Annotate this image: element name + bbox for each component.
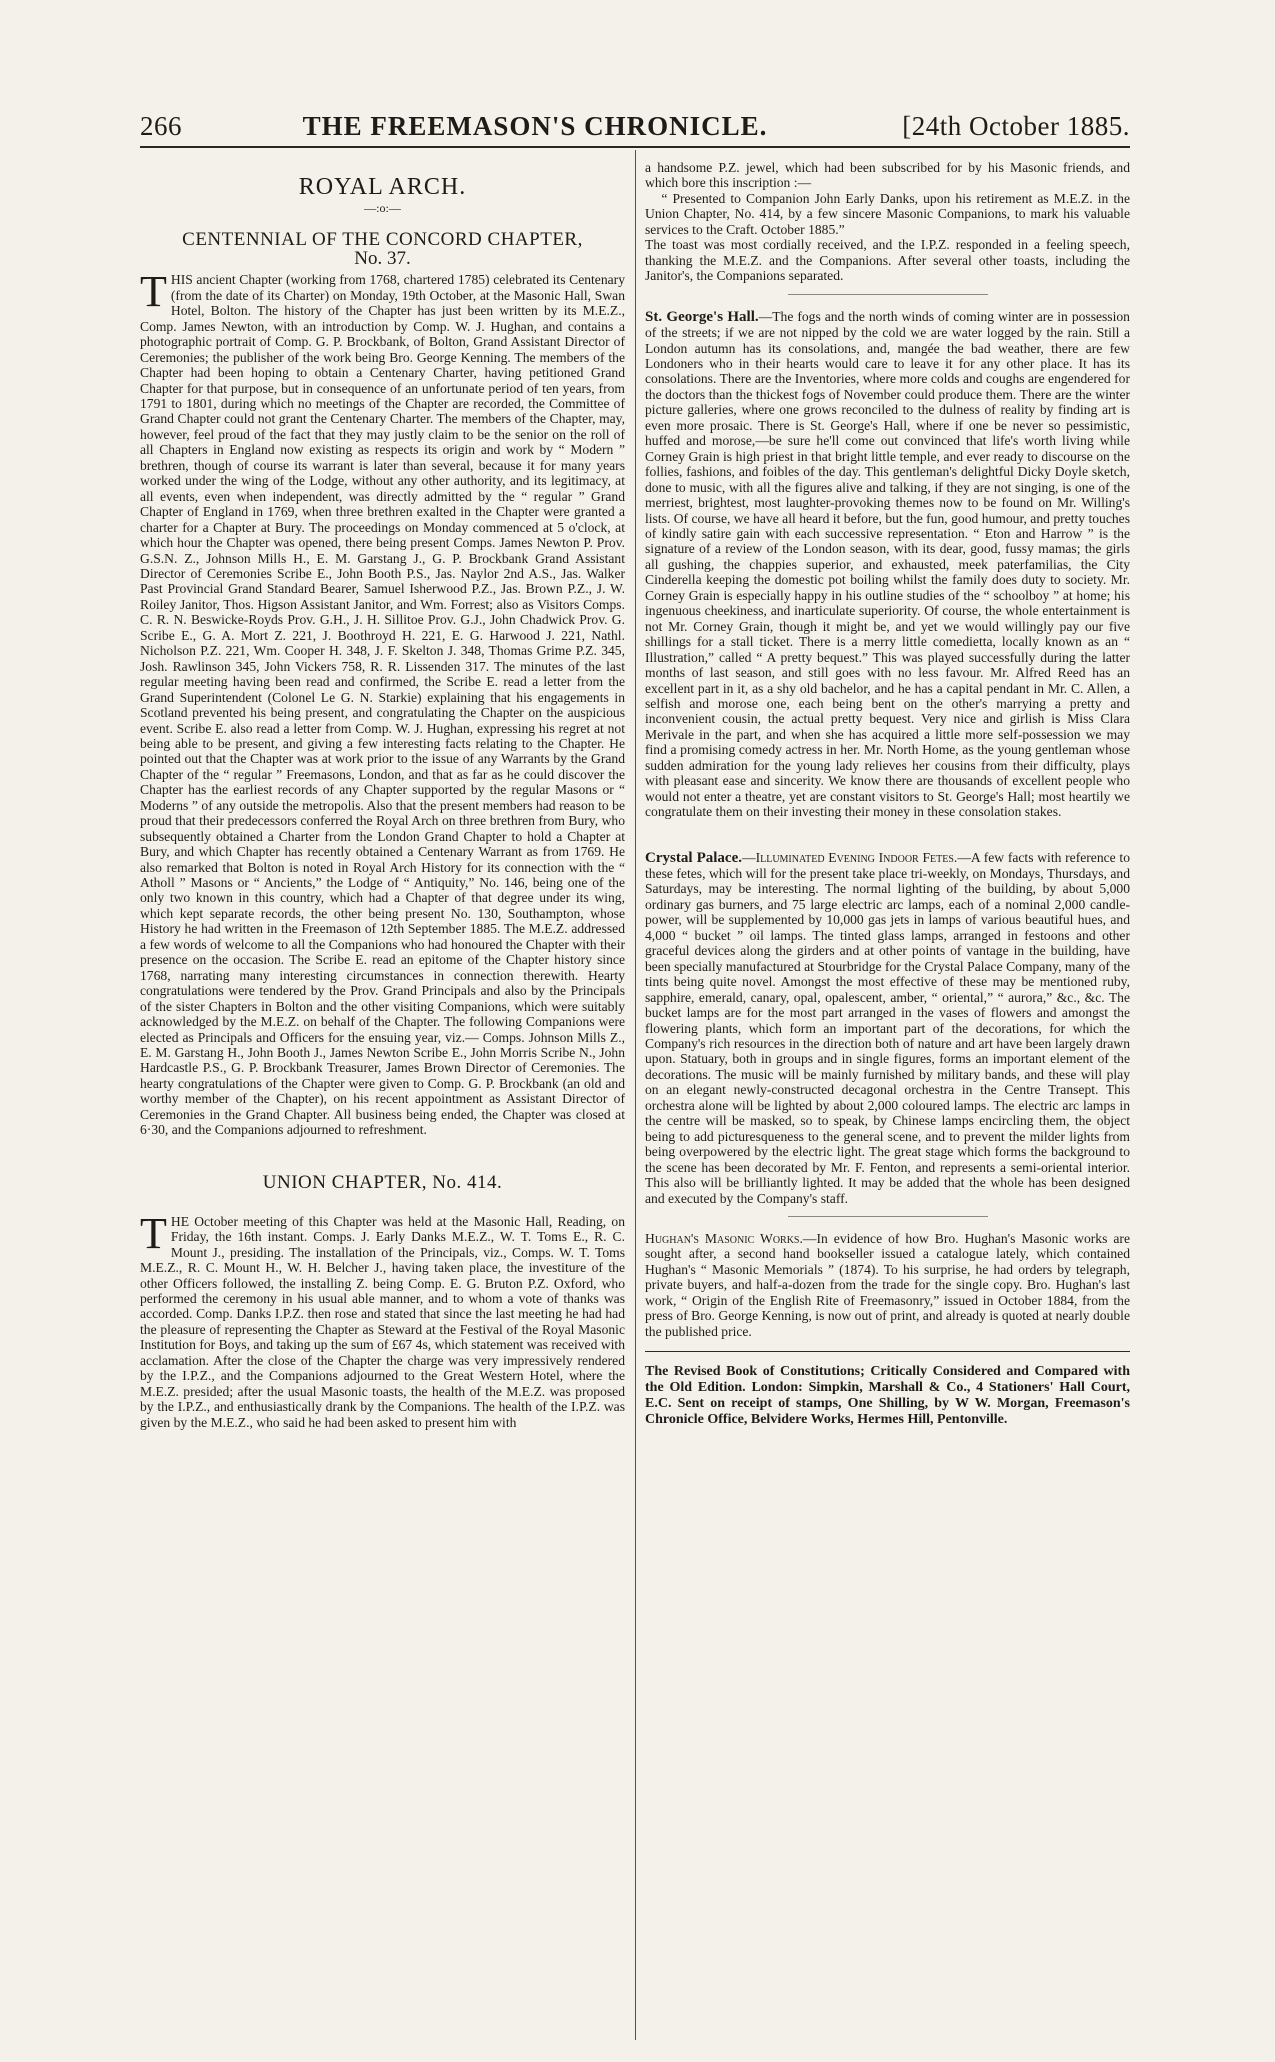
jewel-inscription: “ Presented to Companion John Early Danks, upon his retirement as M.E.Z. in the Union Chapter, No. 414, by a few sincere Masonic Companions, to mark his valuable services to the Craft. October 1885.” bbox=[645, 190, 1130, 237]
right-column bbox=[645, 160, 1130, 1428]
section-separator: —:o:— bbox=[364, 201, 401, 216]
article-text-concord: HIS ancient Chapter (working from 1768, chartered 1785) celebrated its Centenary (from the date of its Charter) on Monday, 19th October, at the Masonic Hall, Swan Hotel, Bolton. The history of the Chapter has just been written by its M.E.Z., Comp. James Newton, with an introduction by Comp. W. J. Hughan, and contains a photographic portrait of Comp. G. P. Brockbank, of Bolton, Grand Assistant Director of Ceremonies; the publisher of the work being Bro. George Kenning. The members of the Chapter had been hoping to obtain a Centenary Charter, having petitioned Grand Chapter for that purpose, but in consequence of an unfortunate period of ten years, from 1791 to 1801, during which no meetings of the Chapter are recorded, the Committee of Grand Chapter could not grant the Centenary Charter. The members of the Chapter, may, however, feel proud of the fact that they may justly claim to be the senior on the roll of all Chapters in England now existing as respects its origin and work by “ Modern ” brethren, though of course its warrant is later than several, because it for many years worked under the wing of the Lodge, without any other authority, and its legitimacy, at all events, even when independent, was directly admitted by the “ regular ” Grand Chapter of England in 1769, when three brethren exalted in the Chapter were granted a charter for a Chapter at Bury. The proceedings on Monday commenced at 5 o'clock, at which hour the Chapter was opened, there being present Comps. James Newton P. Prov. G.S.N. Z., Johnson Mills H., E. M. Garstang J., G. P. Brockbank Grand Assistant Director of Ceremonies Scribe E., John Booth P.S., Jas. Naylor 2nd A.S., Jas. Walker Past Provincial Grand Standard Bearer, Samuel Isherwood P.Z., Jas. Brown P.Z., J. W. Roiley Janitor, Thos. Higson Assistant Janitor, and Wm. Forrest; also as Visitors Comps. C. R. N. Beswicke-Royds Prov. G.H., J. H. Sillitoe Prov. G.J., John Chadwick Prov. G. Scribe E., G. A. Mort Z. 221, J. Boothroyd H. 221, E. G. Harwood J. 221, Nathl. Nicholson P.Z. 221, Wm. Cooper H. 348, J. F. Skelton J. 348, Thomas Grime P.Z. 345, Josh. Rawlinson 345, John Vickers 758, R. R. Lissenden 317. The minutes of the last regular meeting having been read and confirmed, the Scribe E. read a letter from the Grand Superintendent (Colonel Le G. N. Starkie) explaining that his engagements in Scotland prevented his being present, and congratulating the Chapter on the auspicious event. Scribe E. also read a letter from Comp. W. J. Hughan, expressing his regret at not being able to be present, and giving a few interesting facts relating to the Chapter. He pointed out that the Chapter was at work prior to the issue of any Warrants by the Grand Chapter of the “ regular ” Freemasons, London, and that as far as he could discover the Chapter has the earliest records of any Chapter supported by the regular Masons or “ Moderns ” of any outside the metropolis. Also that the present members had reason to be proud that their predecessors conferred the Royal Arch on three brethren from Bury, who subsequently obtained a Charter from the London Grand Chapter to hold a Chapter at Bury, and which Chapter has recently obtained a Centenary Warrant as from 1769. He also remarked that Bolton is noted in Royal Arch History for its connection with the “ Atholl ” Masons or “ Ancients,” the Lodge of “ Antiquity,” No. 146, being one of the only two known in this country, which had a Chapter of that degree under its wing, which kept separate records, the other being present No. 130, Southampton, whose History he had written in the Freemason of 12th September 1885. The M.E.Z. addressed a few words of welcome to all the Companions who had honoured the Chapter with their presence on the occasion. The Scribe E. read an epitome of the Chapter history since 1768, narrating many interesting circumstances in connection therewith. Hearty congratulations were tendered by the Prov. Grand Principals and also by the Principals of the sister Chapters in Bolton and the other visiting Companions, which were suitably acknowledged by the M.E.Z. on behalf of the Chapter. The following Companions were elected as Principals and Officers for the ensuing year, viz.— Comps. Johnson Mills Z., E. M. Garstang H., John Booth J., James Newton Scribe E., John Morris Scribe N., John Hardcastle P.S., G. P. Brockbank Treasurer, James Brown Director of Ceremonies. The hearty congratulations of the Chapter were given to Comp. G. P. Brockbank (an old and worthy member of the Chapter), on his recent appointment as Assistant Director of Ceremonies in the Grand Chapter. All business being ended, the Chapter was closed at 6·30, and the Companions adjourned to refreshment. bbox=[140, 272, 625, 1138]
st-georges-hall-article bbox=[645, 309, 1130, 820]
st-georges-hall-text: —The fogs and the north winds of coming winter are in possession of the streets; if we are not nipped by the cold we are water logged by the rain. Still a London autumn has its consolations, and, mangée the bad weather, there are few Londoners who in their hearts would care to leave it for any other place. It has its consolations. There are the Inventories, where more colds and coughs are engendered for the doctors than the thickest fogs of November could produce them. There are the winter picture galleries, where one grows reconciled to the dulness of reality by finding art is even more prosaic. There is St. George's Hall, where if one be never so pessimistic, huffed and morose,—be sure he'll come out convinced that life's worth living while Corney Grain is high priest in that bright little temple, and ever ready to discourse on the follies, fashions, and foibles of the day. This gentleman's delightful Dicky Doyle sketch, done to music, with all the figures alive and talking, if they are not singing, is one of the merriest, brightest, most laughter-provoking themes now to be found on Mr. Willing's lists. Of course, we have all heard it before, but the fun, good humour, and pretty touches of kindly satire gain with each successive representation. “ Eton and Harrow ” is the signature of a review of the London season, with its dear, good, fussy mamas; the girls all gushing, the chappies superior, and exhausted, meek paterfamilias, the City Cinderella keeping the domestic pot boiling whilst the family does duty to society. Mr. Corney Grain is especially happy in his outline studies of the “ schoolboy ” at home; his ingenuous cheekiness, and inarticulate superiority. Of course, the whole entertainment is not Mr. Corney Grain, though it might be, and yet we would willingly pay our five shillings for a stall ticket. There is a merry little comedietta, locally known as an “ Illustration,” called “ A pretty bequest.” This was played successfully during the latter months of last season, and still goes with no less favour. Mr. Alfred Reed has an excellent part in it, as a shy old bachelor, and he has a capital pendant in Mr. C. Allen, a selfish and morose one, each being bent on the other's marrying a pretty and inconvenient cousin, the actual pretty bequest. Very nice and girlish is Miss Clara Merivale in the part, and when she has acquired a little more self-possession we may find a promising comedy actress in her. Mr. North Home, as the young gentleman whose sudden admiration for the young lady relieves her cousins from their difficulty, plays with pleasant ease and sincerity. We know there are thousands of excellent people who would not enter a theatre, yet are constant visitors to St. George's Hall; most heartily we congratulate them on their investing their money in these consolation stakes. bbox=[645, 308, 1130, 820]
hughan-heading: Hughan's Masonic Works. bbox=[645, 1231, 803, 1246]
article-title-union: UNION CHAPTER, No. 414. bbox=[262, 1171, 503, 1193]
section-rule bbox=[788, 294, 988, 295]
left-column bbox=[140, 160, 625, 1430]
dropcap: T bbox=[140, 1208, 167, 1258]
issue-date: [24th October 1885. bbox=[902, 111, 1130, 141]
hughan-article bbox=[645, 1231, 1130, 1339]
hughan-text: —In evidence of how Bro. Hughan's Masonic works are sought after, a second hand bookseller issued a catalogue lately, which contained Hughan's “ Masonic Memorials ” (1874). To his surprise, he had orders by telegraph, private buyers, and half-a-dozen from the trade for the single copy. Bro. Hughan's last work, “ Origin of the English Rite of Freemasonry,” issued in October 1884, from the press of Bro. George Kenning, is now out of print, and already is quoted at nearly double the published price. bbox=[645, 1231, 1130, 1339]
section-title: ROYAL ARCH. bbox=[298, 174, 467, 200]
crystal-palace-subheading: —Illuminated Evening Indoor Fetes. bbox=[741, 849, 958, 865]
page-number: 266 bbox=[140, 111, 182, 141]
publication-title: THE FREEMASON'S CHRONICLE. bbox=[302, 111, 768, 141]
constitutions-notice: The Revised Book of Constitutions; Critically Considered and Compared with the Old Edition. London: Simpkin, Marshall & Co., 4 Stationers' Hall Court, E.C. Sent on receipt of stamps, One Shilling, by W W. Morgan, Freemason's Chronicle Office, Belvidere Works, Hermes Hill, Pentonville. bbox=[645, 1364, 1130, 1428]
crystal-palace-article bbox=[645, 850, 1130, 1206]
masthead bbox=[140, 98, 1130, 142]
crystal-palace-text: —A few facts with reference to these fetes, which will for the present take place tri-weekly, on Mondays, Thursdays, and Saturdays, may be interesting. The normal lighting of the building, by about 5,000 ordinary gas burners, and 75 large electric arc lamps, each of a nominal 2,000 candle-power, will be supplemented by 10,000 gas jets in lamps of various beautiful hues, and 4,000 “ bucket ” oil lamps. The tinted glass lamps, arranged in festoons and other graceful devices along the girders and at other points of vantage in the building, have been specially manufactured at Stourbridge for the Crystal Palace Company, many of the tints being quite novel. Amongst the most effective of these may be mentioned ruby, sapphire, emerald, canary, opal, opalescent, amber, “ oriental,” “ aurora,” &c., &c. The bucket lamps are for the most part arranged in the vases of flowers and amongst the flowering plants, which form an important part of the decorations, for which the Company's rich resources in the direction both of nature and art have been largely drawn upon. Statuary, both in groups and in single figures, forms an important element of the decorations. The music will be mainly furnished by military bands, and these will play on an elegant newly-constructed decagonal orchestra in the Centre Transept. This orchestra alone will be lighted by about 2,000 coloured lamps. The electric arc lamps in the centre will be masked, so to speak, by Chinese lamps encircling them, the object being to add picturesqueness to the general scene, and to prevent the milder lights from being overpowered by the electric light. The great stage which forms the background to the scene has been decorated by Mr. F. Fenton, and represents a semi-oriental interior. This also will be brilliantly lighted. It may be added that the whole has been designed and executed by the Company's staff. bbox=[645, 849, 1130, 1206]
st-georges-hall-heading: St. George's Hall. bbox=[645, 308, 759, 325]
column-divider bbox=[635, 150, 636, 2040]
article-text-union: HE October meeting of this Chapter was held at the Masonic Hall, Reading, on Friday, the 16th instant. Comps. J. Early Danks M.E.Z., W. T. Toms E., R. C. Mount J., presiding. The installation of the Principals, viz., Comps. W. T. Toms M.E.Z., R. C. Mount H., W. H. Belcher J., having taken place, the investiture of the other Officers followed, the installing Z. being Comp. E. G. Bruton P.Z. Oxford, who performed the ceremony in his usual able manner, and to whom a vote of thanks was accorded. Comp. Danks I.P.Z. then rose and stated that since the last meeting he had had the pleasure of representing the Chapter as Steward at the Festival of the Royal Masonic Institution for Boys, and taking up the sum of £67 4s, which statement was received with acclamation. After the close of the Chapter the charge was very impressively rendered by the I.P.Z., and the Companions adjourned to the Great Western Hotel, where the M.E.Z. presided; after the usual Masonic toasts, the health of the M.E.Z. was proposed by the I.P.Z., and enthusiastically drank by the Companions. The health of the I.P.Z. was given by the M.E.Z., who said he had been asked to present him with bbox=[140, 1213, 625, 1430]
article-title-concord: CENTENNIAL OF THE CONCORD CHAPTER, bbox=[182, 228, 583, 250]
article-body-union bbox=[140, 1208, 625, 1430]
article-number-concord: No. 37. bbox=[354, 247, 411, 269]
section-rule bbox=[788, 1216, 988, 1217]
notice-rule bbox=[645, 1351, 1130, 1352]
crystal-palace-heading: Crystal Palace. bbox=[645, 849, 742, 866]
toast-paragraph: The toast was most cordially received, and the I.P.Z. responded in a feeling speech, thanking the M.E.Z. and the Companions. After several other toasts, including the Janitor's, the Companions separated. bbox=[645, 237, 1130, 284]
masthead-rule bbox=[140, 146, 1130, 148]
continuation-text: a handsome P.Z. jewel, which had been subscribed for by his Masonic friends, and which bore this inscription :— bbox=[645, 160, 1130, 191]
article-body-concord bbox=[140, 267, 625, 1138]
dropcap: T bbox=[140, 267, 167, 317]
